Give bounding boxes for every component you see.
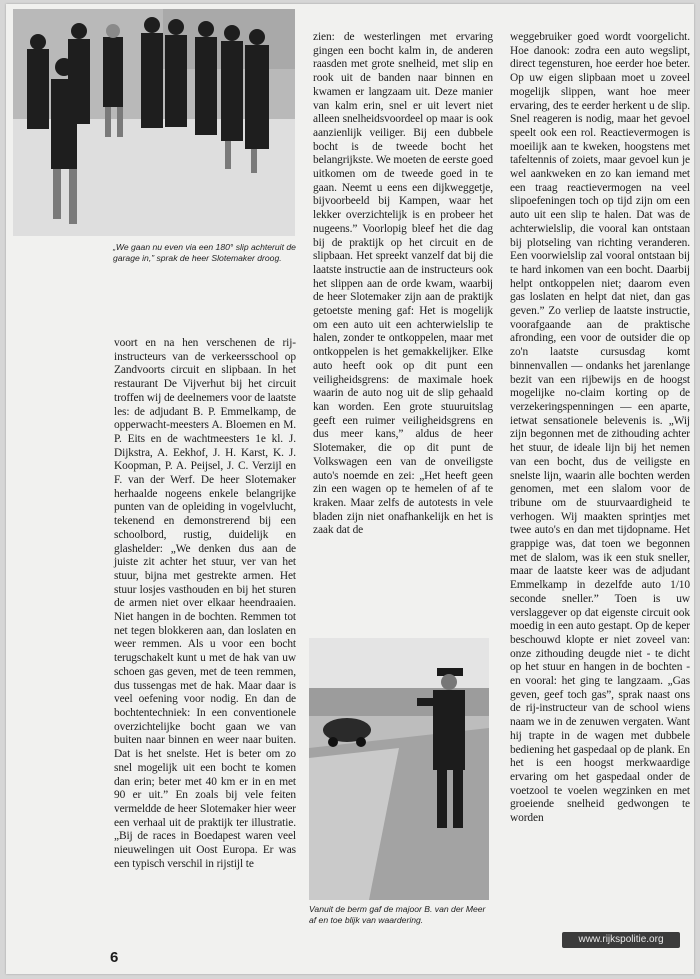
article-paragraph: weggebruiker goed wordt voorgelicht. Hoe danook: zodra een auto wegslipt, direct tegensturen, hoe eerder hoe beter. Op uw eigen slipbaan moet u zoveel mogelijk slippen, want hoe meer ervaring, des te eerder herkent u de slip. Snel reageren is nodig, maar het gevoel speelt ook een rol. Reactievermogen is moeilijk aan te kweken, hoogstens met tafeltennis of zoiets, maar gevoel kun je wel aankweken en zo kan iemand met een traag reactievermogen na veel slipoefeningen toch op tijd zijn om een auto uit een slip te halen. Dat was de achterwielslip, die vooral kan ontstaan bij plotseling van richting veranderen. Een voorwielslip zal vooral ontstaan bij te hard inkomen van een bocht. Daarbij helpt ontkoppelen niet; daarom even gas loslaten en helpt dat niet, dan gas geven.” Zo verliep de laatste instructie, voorafgaande aan de praktische afronding, een voor de outsider die op zo'n laatste cursusdag komt binnenvallen — ondanks het jarenlange bezit van een rijbewijs en de hoogst mogelijke no-claim korting op de verzekeringspenningen — een aparte, ietwat sensationele belevenis is. „Wij zijn begonnen met de zithouding achter het stuur, de ideale lijn bij het nemen van een bocht, dus de veiligste en snelste lijn, waarin alle bochten werden genomen, met een slalom voor de tribune om de stuurvaardigheid te verhogen. Wij maakten sprintjes met twee auto's en dan met tijdopname. Het grappige was, dat toen we begonnen met de slalom, was ik een stuk sneller, maar de laatste keer was de adjudant Emmelkamp in dezelfde auto 1/10 seconde sneller.” Toen is uw verslaggever op dat eigenste circuit ook moedig in een auto gestapt. Op de keper beschouwd klopte er niet zoveel van: onze zithouding deugde niet - te dicht op het stuur en hangen in de bochten - en vooral: het ging te langzaam. „Gas geven, geef toch gas”, sprak naast ons de rij-instructeur van de school wiens naam we in de zenuwen vergaten. Want hij trapte in de wagen met dubbele bediening het gaspedaal op de plank. En het is een hoogst merkwaardige ervaring om het gaspedaal onder de voetzool te voelen wegzinken en met groeiende snelheid gedwongen te worden: [510, 31, 690, 825]
roadside-photo-illustration: [309, 638, 489, 900]
article-paragraph: zien: de westerlingen met ervaring gingen een bocht kalm in, de anderen raasden met grote snelheid, met slip en rook uit de banden naar binnen en kwamen er langzaam uit. Deze manier van kalm erin, snel er uit levert niet alleen snelheidsvoordeel op maar is ook aanzienlijk veiliger. Bij een dubbele bocht is de tweede bocht het belangrijkste. We moeten de eerste goed uitkomen om de tweede goed in te gaan. Neemt u eens een dijkweggetje, bijvoorbeeld bij Kampen, waar het lekker overzichtelijk is en probeer het nugeens.” Voorlopig bleef het die dag bij de praktijk op het circuit en de slipbaan. Het spreekt vanzelf dat bij die laatste instructie aan de instructeurs ook het slippen aan de orde kwam, waarbij de heer Slotemaker zijn aan de praktijk getoetste mening gaf: Het is mogelijk om een auto uit een achterwielslip te halen, zonder te ontkoppelen, maar met ontkoppelen is het gemakkelijker. Elke auto heeft ook op dit punt een veiligheidsgrens: de maximale hoek waarin de auto nog uit de slip gehaald kan worden. Een grote stuuruitslag geeft een ruimer veiligheidsgrens en dus meer kans,” aldus de heer Slotemaker, die op dit punt de Volkswagen een van de onveiligste auto's noemde en zei: „Het heeft geen zin een wagen op te hemelen of af te kraken. Maar zelfs de autotests in vele bladen zijn niet onafhankelijk en het is zaak dat de: [313, 31, 493, 537]
officers-photo-illustration: [13, 9, 295, 236]
watermark: www.rijkspolitie.org: [562, 932, 680, 948]
photo-caption-top: „We gaan nu even via een 180° slip achteruit de garage in,” sprak de heer Slotemaker droog.: [113, 242, 296, 263]
photo-caption-bottom: Vanuit de berm gaf de majoor B. van der Meer af en toe blijk van waardering.: [309, 904, 486, 925]
photo-officer-roadside: [309, 638, 489, 900]
text-column-3: [510, 31, 690, 826]
text-column-2: [313, 31, 493, 538]
page-number: 6: [110, 949, 119, 966]
photo-officers-group: [13, 9, 295, 236]
magazine-page: [6, 4, 694, 974]
article-paragraph: voort en na hen verschenen de rij-instructeurs van de verkeersschool op Zandvoorts circuit en slipbaan. In het restaurant De Vijverhut bij het circuit troffen wij de deelnemers voor de laatste les: de adjudant B. P. Emmelkamp, de opperwacht-meesters A. Bloemen en M. P. Eits en de wachtmeesters 1e kl. J. Dijkstra, A. Eekhof, J. H. Karst, K. J. Koopman, P. A. Peijsel, J. C. Verzijl en F. van der Werf. De heer Slotemaker herhaalde nogeens enkele belangrijke punten van de opleiding in vogelvlucht, tekenend en demonstrerend bij een schoolbord, rustig, duidelijk en glashelder: „We denken dus aan de juiste zit achter het stuur, ver van het stuur, bijna met gestrekte armen. Het stuur losjes vasthouden en bij het sturen de armen niet over elkaar heendraaien. Niet hangen in de bochten. Remmen tot net tegen blokkeren aan, dan loslaten en weer remmen. Als u voor een bocht terugschakelt kunt u met de hak van uw schoen gas geven, met de teen remmen, dus tussengas met de hak. Maar daar is veel oefening voor nodig. En dan de bochtentechniek: In een conventionele overzichtelijke bocht gaan we van buiten naar binnen en weer naar buiten. Dat is het snelste. Het is beter om zo snel mogelijk uit een bocht te komen dan erin; beter met 40 km er in en met 90 er uit.” En zoals bij vele feiten vermeldde de heer Slotemaker hier weer een verhaal uit de praktijk ter illustratie. „Bij de races in Boedapest waren veel nieuwelingen uit Oost Europa. Er was een typisch verschil in rijstijl te: [114, 337, 296, 870]
text-column-1: [114, 337, 296, 871]
